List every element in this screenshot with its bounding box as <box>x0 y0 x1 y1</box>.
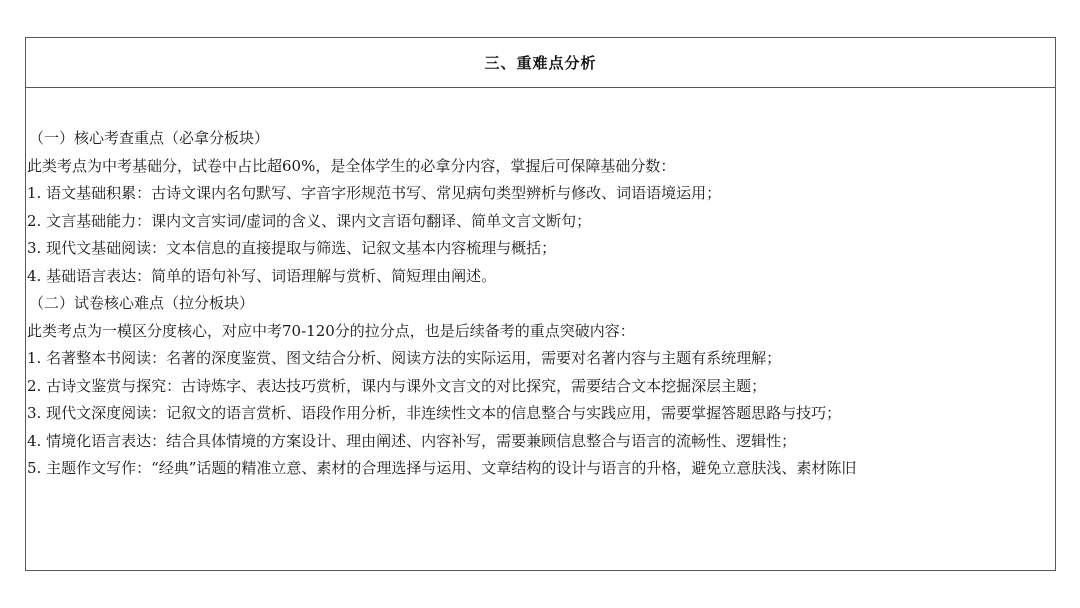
section-2-heading: （二）试卷核心难点（拉分板块） <box>29 294 255 312</box>
analysis-table <box>25 37 1056 571</box>
section-2-intro: 此类考点为一模区分度核心，对应中考70-120分的拉分点，也是后续备考的重点突破内容： <box>27 321 635 340</box>
section-1-item: 1. 语文基础积累：古诗文课内名句默写、字音字形规范书写、常见病句类型辨析与修改、词语语境运用； <box>27 184 722 202</box>
section-1-item: 2. 文言基础能力：课内文言实词/虚词的含义、课内文言语句翻译、简单文言文断句； <box>27 211 592 230</box>
section-1-heading: （一）核心考查重点（必拿分板块） <box>29 129 270 147</box>
table-header-cell <box>26 38 1055 88</box>
section-2-item: 1. 名著整本书阅读：名著的深度鉴赏、图文结合分析、阅读方法的实际运用，需要对名著内容与主题有系统理解； <box>27 349 782 367</box>
section-1-item: 3. 现代文基础阅读：文本信息的直接提取与筛选、记叙文基本内容梳理与概括； <box>27 239 557 257</box>
section-title: 三、重难点分析 <box>484 54 597 72</box>
section-1-intro: 此类考点为中考基础分，试卷中占比超60%，是全体学生的必拿分内容，掌握后可保障基础分数： <box>27 156 676 175</box>
section-1-item: 4. 基础语言表达：简单的语句补写、词语理解与赏析、简短理由阐述。 <box>27 266 497 285</box>
section-2-item: 2. 古诗文鉴赏与探究：古诗炼字、表达技巧赏析，课内与课外文言文的对比探究，需要结合文本挖掘深层主题； <box>27 376 767 395</box>
table-body-cell <box>26 88 1055 483</box>
section-2-item: 4. 情境化语言表达：结合具体情境的方案设计、理由阐述、内容补写，需要兼顾信息整合与语言的流畅性、逻辑性； <box>27 431 797 450</box>
section-2-item: 3. 现代文深度阅读：记叙文的语言赏析、语段作用分析，非连续性文本的信息整合与实践应用，需要掌握答题思路与技巧； <box>27 404 842 422</box>
section-2-item: 5. 主题作文写作：“经典”话题的精准立意、素材的合理选择与运用、文章结构的设计与语言的升格，避免立意肤浅、素材陈旧 <box>27 459 857 477</box>
